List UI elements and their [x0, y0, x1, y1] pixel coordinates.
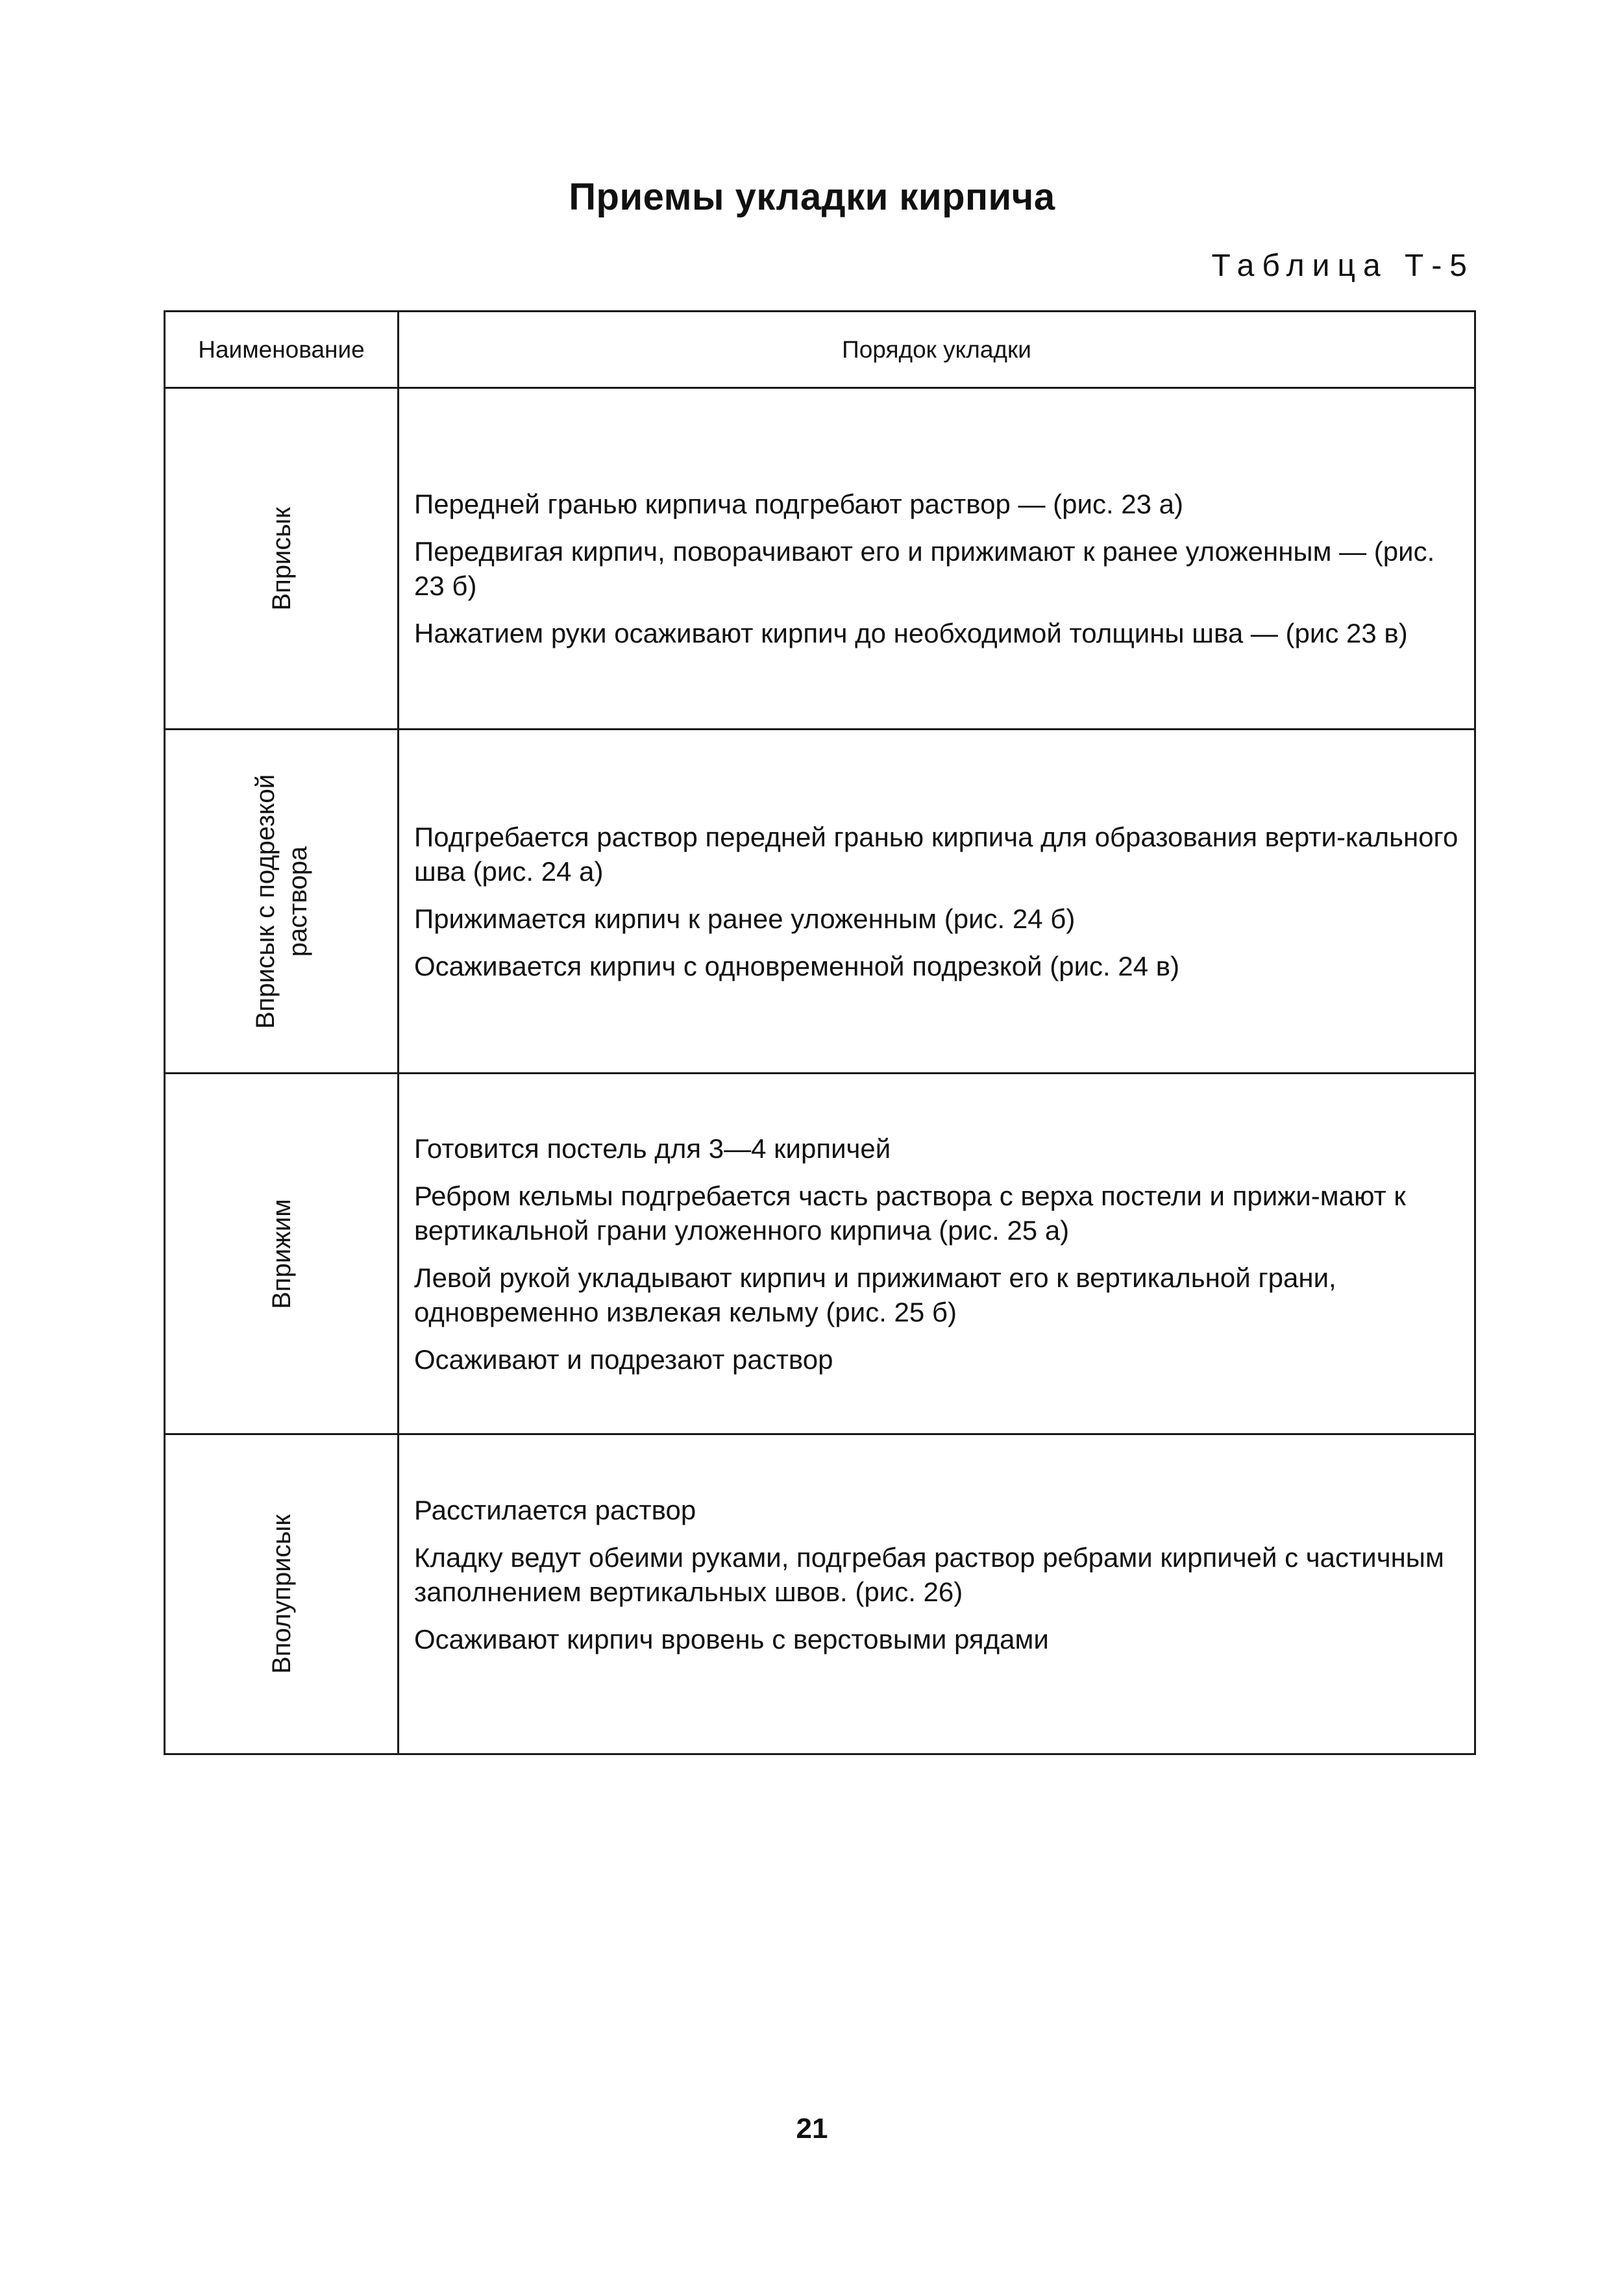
- header-order: Порядок укладки: [842, 336, 1031, 363]
- method-name-cell: [166, 730, 399, 1072]
- page-title: Приемы укладки кирпича: [569, 176, 1055, 218]
- table-row: [166, 730, 1474, 1074]
- page-number: 21: [796, 2113, 828, 2145]
- method-name: Вполуприсык: [267, 1514, 296, 1674]
- step-text: Осаживают и подрезают раствор: [414, 1344, 833, 1375]
- step-text: Прижимается кирпич к ранее уложенным (рис. 24 б): [414, 903, 1076, 934]
- step-text: Расстилается раствор: [414, 1495, 696, 1525]
- table-header-row: [166, 312, 1474, 389]
- step-text: Ребром кельмы подгребается часть раствора с верха постели и прижи-мают к вертикальной грани уложенного кирпича (рис. 25 а): [414, 1180, 1406, 1246]
- methods-table: [164, 310, 1476, 1755]
- step-text: Осаживают кирпич вровень с верстовыми рядами: [414, 1624, 1049, 1654]
- method-name-cell: [166, 1435, 399, 1753]
- step-text: Нажатием руки осаживают кирпич до необходимой толщины шва — (рис 23 в): [414, 617, 1408, 648]
- header-name: Наименование: [166, 312, 399, 387]
- step-text: Осаживается кирпич с одновременной подрезкой (рис. 24 в): [414, 950, 1180, 981]
- table-label: Таблица Т-5: [1211, 249, 1475, 283]
- method-steps-cell: [399, 389, 1474, 728]
- method-steps-cell: [399, 1435, 1474, 1753]
- method-name-cell: [166, 1074, 399, 1433]
- step-text: Левой рукой укладывают кирпич и прижимают его к вертикальной грани, одновременно извлекая кельму (рис. 25 б): [414, 1262, 1336, 1327]
- method-name-cell: [166, 389, 399, 728]
- method-steps-cell: [399, 1074, 1474, 1433]
- method-name: Вприсык: [267, 506, 296, 611]
- table-row: [166, 1435, 1474, 1753]
- table-row: [166, 1074, 1474, 1435]
- step-text: Готовится постель для 3—4 кирпичей: [414, 1133, 891, 1164]
- method-steps-cell: [399, 730, 1474, 1072]
- step-text: Подгребается раствор передней гранью кирпича для образования верти-кального шва (рис. 24 а): [414, 821, 1458, 887]
- method-name: Вприсык с подрезкой раствора: [251, 774, 312, 1029]
- step-text: Кладку ведут обеими руками, подгребая раствор ребрами кирпичей с частичным заполнением вертикальных швов. (рис. 26): [414, 1542, 1444, 1607]
- step-text: Передней гранью кирпича подгребают раствор — (рис. 23 а): [414, 488, 1184, 519]
- step-text: Передвигая кирпич, поворачивают его и прижимают к ранее уложенным — (рис. 23 б): [414, 535, 1435, 601]
- method-name: Вприжим: [267, 1198, 296, 1309]
- table-row: [166, 389, 1474, 730]
